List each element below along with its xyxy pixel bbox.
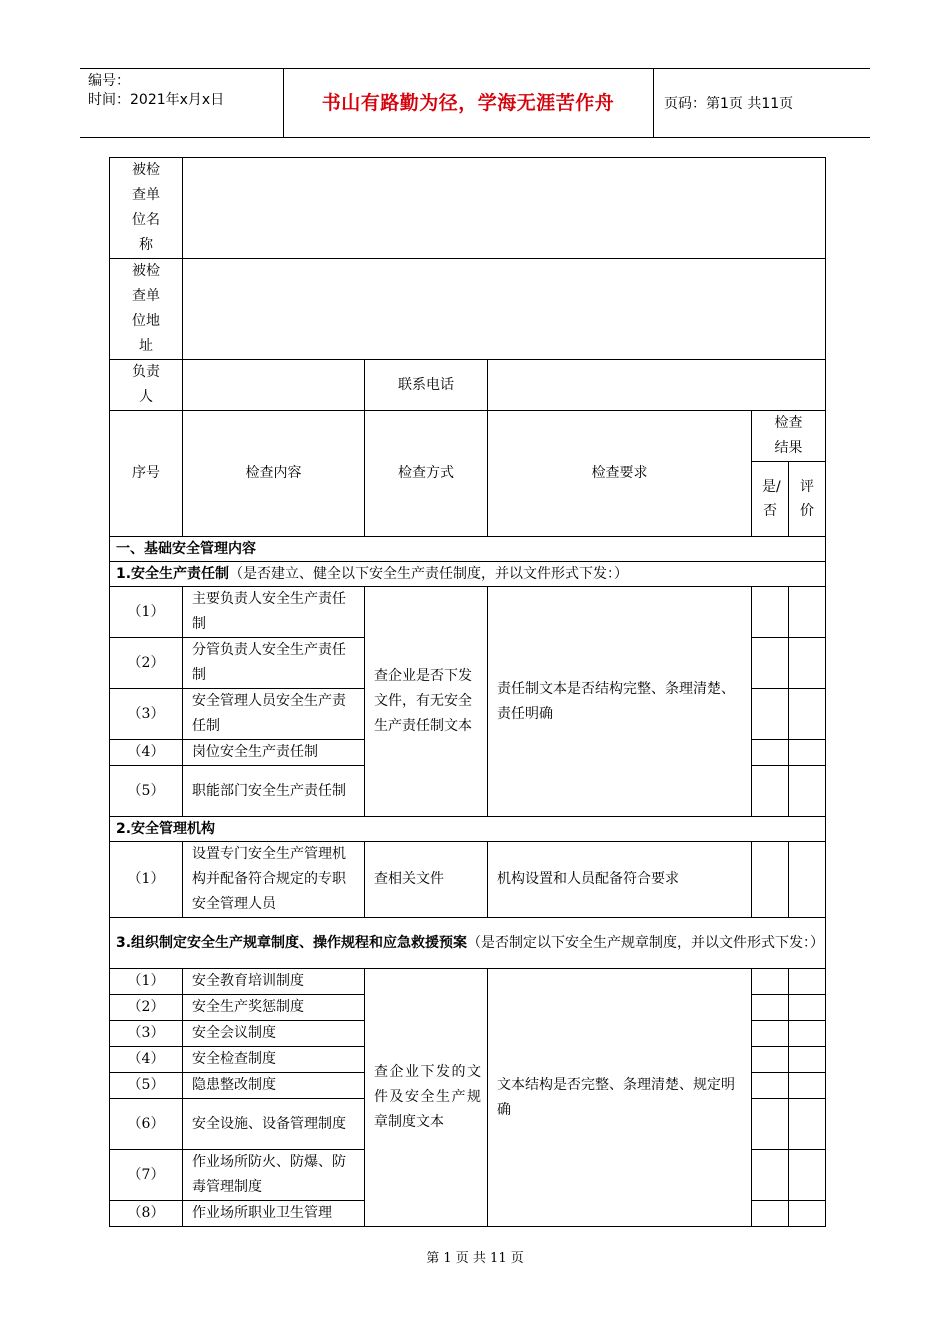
item-number: （1）	[110, 587, 183, 638]
section-title: 1.安全生产责任制（是否建立、健全以下安全生产责任制度，并以文件形式下发：）	[110, 562, 826, 587]
section-title: 2.安全管理机构	[110, 817, 826, 842]
inspection-table	[109, 157, 826, 1227]
col-yes-no: 是/否	[752, 462, 789, 537]
page-footer: 第 1 页 共 11 页	[426, 1251, 524, 1266]
evaluation-cell[interactable]	[789, 1099, 826, 1150]
item-content: 安全生产奖惩制度	[183, 995, 365, 1021]
item-number: （1）	[110, 969, 183, 995]
item-number: （5）	[110, 766, 183, 817]
yes-no-cell[interactable]	[752, 689, 789, 740]
col-content: 检查内容	[183, 411, 365, 537]
header-meta	[88, 72, 224, 110]
section-title-row	[110, 918, 826, 969]
table-row	[110, 587, 826, 638]
col-result: 检查结果	[752, 411, 826, 462]
evaluation-cell[interactable]	[789, 995, 826, 1021]
evaluation-cell[interactable]	[789, 638, 826, 689]
evaluation-cell[interactable]	[789, 689, 826, 740]
unit-address-row	[110, 259, 826, 360]
document-number-label: 编号：	[88, 73, 130, 89]
evaluation-cell[interactable]	[789, 1047, 826, 1073]
yes-no-cell[interactable]	[752, 969, 789, 995]
yes-no-cell[interactable]	[752, 587, 789, 638]
contact-row	[110, 360, 826, 411]
item-number: （6）	[110, 1099, 183, 1150]
yes-no-cell[interactable]	[752, 766, 789, 817]
table-row	[110, 969, 826, 995]
person-label: 负责人	[110, 360, 183, 411]
item-number: （7）	[110, 1150, 183, 1201]
item-content: 作业场所职业卫生管理	[183, 1201, 365, 1227]
check-method: 查相关文件	[365, 842, 488, 918]
yes-no-cell[interactable]	[752, 1021, 789, 1047]
col-seq: 序号	[110, 411, 183, 537]
col-requirement: 检查要求	[488, 411, 752, 537]
evaluation-cell[interactable]	[789, 766, 826, 817]
column-header-row	[110, 411, 826, 462]
item-number: （4）	[110, 740, 183, 766]
yes-no-cell[interactable]	[752, 740, 789, 766]
yes-no-cell[interactable]	[752, 1047, 789, 1073]
header-page-info: 页码：第1页 共11页	[664, 96, 794, 112]
page-header	[80, 68, 870, 138]
item-content: 安全会议制度	[183, 1021, 365, 1047]
part-title: 一、基础安全管理内容	[110, 537, 826, 562]
evaluation-cell[interactable]	[789, 842, 826, 918]
evaluation-cell[interactable]	[789, 969, 826, 995]
item-number: （4）	[110, 1047, 183, 1073]
yes-no-cell[interactable]	[752, 1150, 789, 1201]
item-content: 安全教育培训制度	[183, 969, 365, 995]
evaluation-cell[interactable]	[789, 1201, 826, 1227]
item-content: 岗位安全生产责任制	[183, 740, 365, 766]
document-time-label: 时间：2021年x月x日	[88, 92, 225, 108]
evaluation-cell[interactable]	[789, 740, 826, 766]
section-title: 3.组织制定安全生产规章制度、操作规程和应急救援预案（是否制定以下安全生产规章制度，并以文件形式下发：）	[110, 918, 826, 969]
item-content: 隐患整改制度	[183, 1073, 365, 1099]
person-value[interactable]	[183, 360, 365, 411]
item-number: （3）	[110, 689, 183, 740]
yes-no-cell[interactable]	[752, 995, 789, 1021]
item-content: 职能部门安全生产责任制	[183, 766, 365, 817]
item-content: 安全设施、设备管理制度	[183, 1099, 365, 1150]
header-divider	[653, 69, 654, 137]
part-title-row	[110, 537, 826, 562]
item-number: （2）	[110, 995, 183, 1021]
check-method: 查企业下发的文件及安全生产规章制度文本	[365, 969, 488, 1227]
section-note: （是否制定以下安全生产规章制度，并以文件形式下发：）	[467, 935, 825, 951]
col-evaluation: 评价	[789, 462, 826, 537]
section-title-row	[110, 817, 826, 842]
item-content: 分管负责人安全生产责任制	[183, 638, 365, 689]
evaluation-cell[interactable]	[789, 1073, 826, 1099]
check-requirement: 文本结构是否完整、条理清楚、规定明确	[488, 969, 752, 1227]
item-number: （8）	[110, 1201, 183, 1227]
check-requirement: 责任制文本是否结构完整、条理清楚、责任明确	[488, 587, 752, 817]
section-title-row	[110, 562, 826, 587]
yes-no-cell[interactable]	[752, 1073, 789, 1099]
yes-no-cell[interactable]	[752, 1099, 789, 1150]
phone-label: 联系电话	[365, 360, 488, 411]
unit-name-value[interactable]	[183, 158, 826, 259]
table-row	[110, 842, 826, 918]
item-number: （5）	[110, 1073, 183, 1099]
yes-no-cell[interactable]	[752, 842, 789, 918]
phone-value[interactable]	[488, 360, 826, 411]
check-method: 查企业是否下发文件，有无安全生产责任制文本	[365, 587, 488, 817]
item-number: （1）	[110, 842, 183, 918]
header-motto: 书山有路勤为径，学海无涯苦作舟	[321, 92, 615, 114]
item-content: 安全检查制度	[183, 1047, 365, 1073]
item-content: 主要负责人安全生产责任制	[183, 587, 365, 638]
item-content: 设置专门安全生产管理机构并配备符合规定的专职安全管理人员	[183, 842, 365, 918]
col-method: 检查方式	[365, 411, 488, 537]
check-requirement: 机构设置和人员配备符合要求	[488, 842, 752, 918]
item-content: 安全管理人员安全生产责任制	[183, 689, 365, 740]
item-content: 作业场所防火、防爆、防毒管理制度	[183, 1150, 365, 1201]
item-number: （2）	[110, 638, 183, 689]
yes-no-cell[interactable]	[752, 1201, 789, 1227]
evaluation-cell[interactable]	[789, 587, 826, 638]
section-note: （是否建立、健全以下安全生产责任制度，并以文件形式下发：）	[229, 566, 629, 582]
evaluation-cell[interactable]	[789, 1150, 826, 1201]
item-number: （3）	[110, 1021, 183, 1047]
unit-name-label: 被检查单位名称	[110, 158, 183, 259]
unit-name-row	[110, 158, 826, 259]
unit-address-value[interactable]	[183, 259, 826, 360]
evaluation-cell[interactable]	[789, 1021, 826, 1047]
yes-no-cell[interactable]	[752, 638, 789, 689]
unit-address-label: 被检查单位地址	[110, 259, 183, 360]
